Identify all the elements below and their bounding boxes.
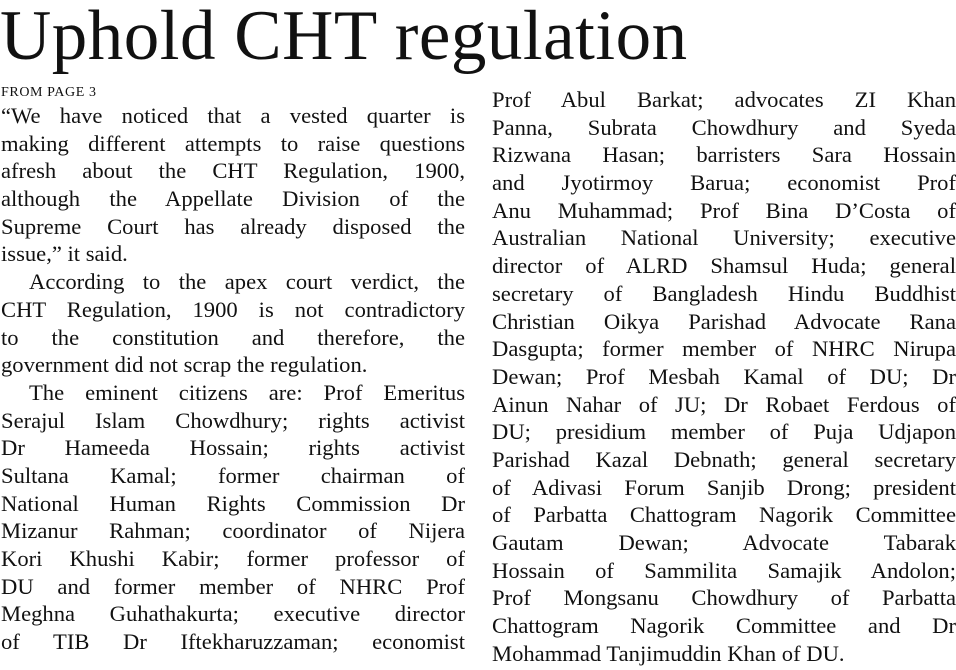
text-line: Prof Abul Barkat; advocates ZI Khan: [492, 87, 956, 112]
text-line: Chattogram Nagorik Committee and Dr: [492, 613, 956, 639]
text-line: of Adivasi Forum Sanjib Drong; president: [492, 474, 956, 500]
text-line: Australian National University; executive: [492, 225, 956, 251]
text-line: Supreme Court has already disposed the: [1, 213, 465, 239]
text-line: DU; presidium member of Puja Udjapon: [492, 419, 956, 445]
text-line: Hossain of Sammilita Samajik Andolon;: [492, 557, 956, 583]
continuation-kicker: FROM PAGE 3: [1, 85, 97, 100]
text-line: Kori Khushi Kabir; former professor of: [1, 546, 465, 571]
text-line: CHT Regulation, 1900 is not contradictory: [1, 296, 465, 322]
text-line: Dasgupta; former member of NHRC Nirupa: [492, 336, 956, 362]
text-line: making different attempts to raise questions: [1, 130, 465, 156]
text-line: Rizwana Hasan; barristers Sara Hossain: [492, 142, 956, 168]
text-line: Gautam Dewan; Advocate Tabarak: [492, 530, 956, 555]
text-line: Mizanur Rahman; coordinator of Nijera: [1, 518, 465, 544]
headline: Uphold CHT regulation: [0, 0, 688, 75]
text-line: DU and former member of NHRC Prof: [1, 573, 465, 599]
text-line: of Parbatta Chattogram Nagorik Committee: [492, 502, 956, 528]
text-line: Mohammad Tanjimuddin Khan of DU.: [492, 640, 845, 666]
text-line: issue,” it said.: [1, 241, 128, 267]
text-line: director of ALRD Shamsul Huda; general: [492, 253, 956, 279]
right-column-body: [492, 86, 956, 667]
text-line: Panna, Subrata Chowdhury and Syeda: [492, 114, 956, 140]
text-line: Meghna Guhathakurta; executive director: [1, 601, 465, 627]
article-column-left: [1, 86, 465, 656]
text-line: Anu Muhammad; Prof Bina D’Costa of: [492, 197, 956, 223]
text-line: Serajul Islam Chowdhury; rights activist: [1, 407, 465, 433]
text-line: although the Appellate Division of the: [1, 186, 465, 212]
text-line: Dr Hameeda Hossain; rights activist: [1, 435, 465, 461]
text-line: government did not scrap the regulation.: [1, 352, 368, 378]
text-line: National Human Rights Commission Dr: [1, 490, 465, 516]
text-line: Dewan; Prof Mesbah Kamal of DU; Dr: [492, 363, 956, 389]
text-line: “We have noticed that a vested quarter is: [1, 103, 465, 128]
text-line: Sultana Kamal; former chairman of: [1, 462, 465, 488]
text-line: secretary of Bangladesh Hindu Buddhist: [492, 280, 956, 306]
text-line: to the constitution and therefore, the: [1, 324, 465, 350]
article-column-right: [492, 86, 956, 667]
text-line: Christian Oikya Parishad Advocate Rana: [492, 308, 956, 334]
text-line: afresh about the CHT Regulation, 1900,: [1, 158, 465, 184]
text-line: Parishad Kazal Debnath; general secretary: [492, 446, 956, 472]
text-line: and Jyotirmoy Barua; economist Prof: [492, 170, 956, 196]
left-column-body: [1, 102, 465, 656]
text-line: The eminent citizens are: Prof Emeritus: [29, 379, 465, 405]
text-line: of TIB Dr Iftekharuzzaman; economist: [1, 629, 465, 655]
text-line: Prof Mongsanu Chowdhury of Parbatta: [492, 585, 956, 611]
text-line: Ainun Nahar of JU; Dr Robaet Ferdous of: [492, 391, 956, 417]
text-line: According to the apex court verdict, the: [29, 269, 465, 295]
